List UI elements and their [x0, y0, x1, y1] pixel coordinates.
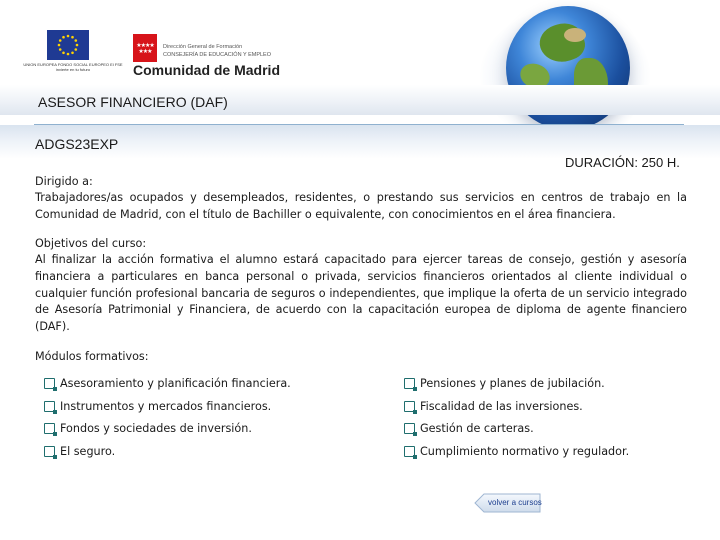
checkbox-bullet-icon: [44, 401, 55, 412]
dirigido-text: Trabajadores/as ocupados y desempleados, residentes, o prestando sus servicios en centros de trabajo en la Comunidad de Madrid, con el título de Bachiller o equivalente, con conocimientos en el área financiera.: [35, 191, 687, 221]
madrid-flag-logo: [133, 34, 157, 62]
checkbox-bullet-icon: [404, 446, 415, 457]
checkbox-bullet-icon: [404, 423, 415, 434]
module-item: [44, 445, 115, 458]
module-item: [404, 377, 605, 390]
dirigido-heading: Dirigido a:: [35, 175, 93, 188]
module-label: Pensiones y planes de jubilación.: [420, 377, 605, 390]
course-duration: DURACIÓN: 250 H.: [565, 155, 680, 170]
madrid-name: Comunidad de Madrid: [133, 62, 280, 78]
module-label: El seguro.: [60, 445, 116, 458]
course-code: ADGS23EXP: [35, 136, 119, 152]
back-to-courses-button[interactable]: [474, 493, 542, 513]
module-item: [404, 400, 583, 413]
course-title: ASESOR FINANCIERO (DAF): [38, 94, 228, 110]
checkbox-bullet-icon: [44, 423, 55, 434]
objetivos-heading: Objetivos del curso:: [35, 237, 147, 250]
module-label: Instrumentos y mercados financieros.: [60, 400, 272, 413]
eu-flag-logo: [47, 30, 89, 60]
module-label: Fiscalidad de las inversiones.: [420, 400, 583, 413]
module-label: Cumplimiento normativo y regulador.: [420, 445, 630, 458]
module-label: Gestión de carteras.: [420, 422, 534, 435]
module-item: [404, 445, 629, 458]
divider: [34, 124, 684, 125]
eu-stars-icon: [47, 30, 89, 60]
checkbox-bullet-icon: [404, 378, 415, 389]
module-item: [44, 422, 252, 435]
madrid-ministry: CONSEJERÍA DE EDUCACIÓN Y EMPLEO: [163, 52, 271, 58]
checkbox-bullet-icon: [44, 378, 55, 389]
eu-logo-text: UNION EUROPEA FONDO SOCIAL EUROPEO El FSE invierte en tu futuro: [23, 62, 123, 72]
back-button-label: volver a cursos: [488, 498, 542, 507]
checkbox-bullet-icon: [44, 446, 55, 457]
module-label: Asesoramiento y planificación financiera.: [60, 377, 291, 390]
checkbox-bullet-icon: [404, 401, 415, 412]
madrid-stars-icon: ★★★★ ★★★: [136, 43, 154, 55]
objetivos-text: Al finalizar la acción formativa el alumno estará capacitado para ejercer tareas de consejo, gestión y asesoría financiera a particulares en banca personal o privada, servicios financieros orientados al cliente individual o cualquier función profesional bancaria de seguros o independientes, que implique la oferta de un servicio integrado de Asesoría Patrimonial y Financiera, de acuerdo con la capacitación europea de diploma de agente financiero (DAF).: [35, 253, 687, 334]
module-item: [404, 422, 534, 435]
module-item: [44, 400, 271, 413]
madrid-department: Dirección General de Formación: [163, 44, 243, 50]
module-item: [44, 377, 291, 390]
module-label: Fondos y sociedades de inversión.: [60, 422, 252, 435]
modulos-heading: Módulos formativos:: [35, 350, 149, 363]
